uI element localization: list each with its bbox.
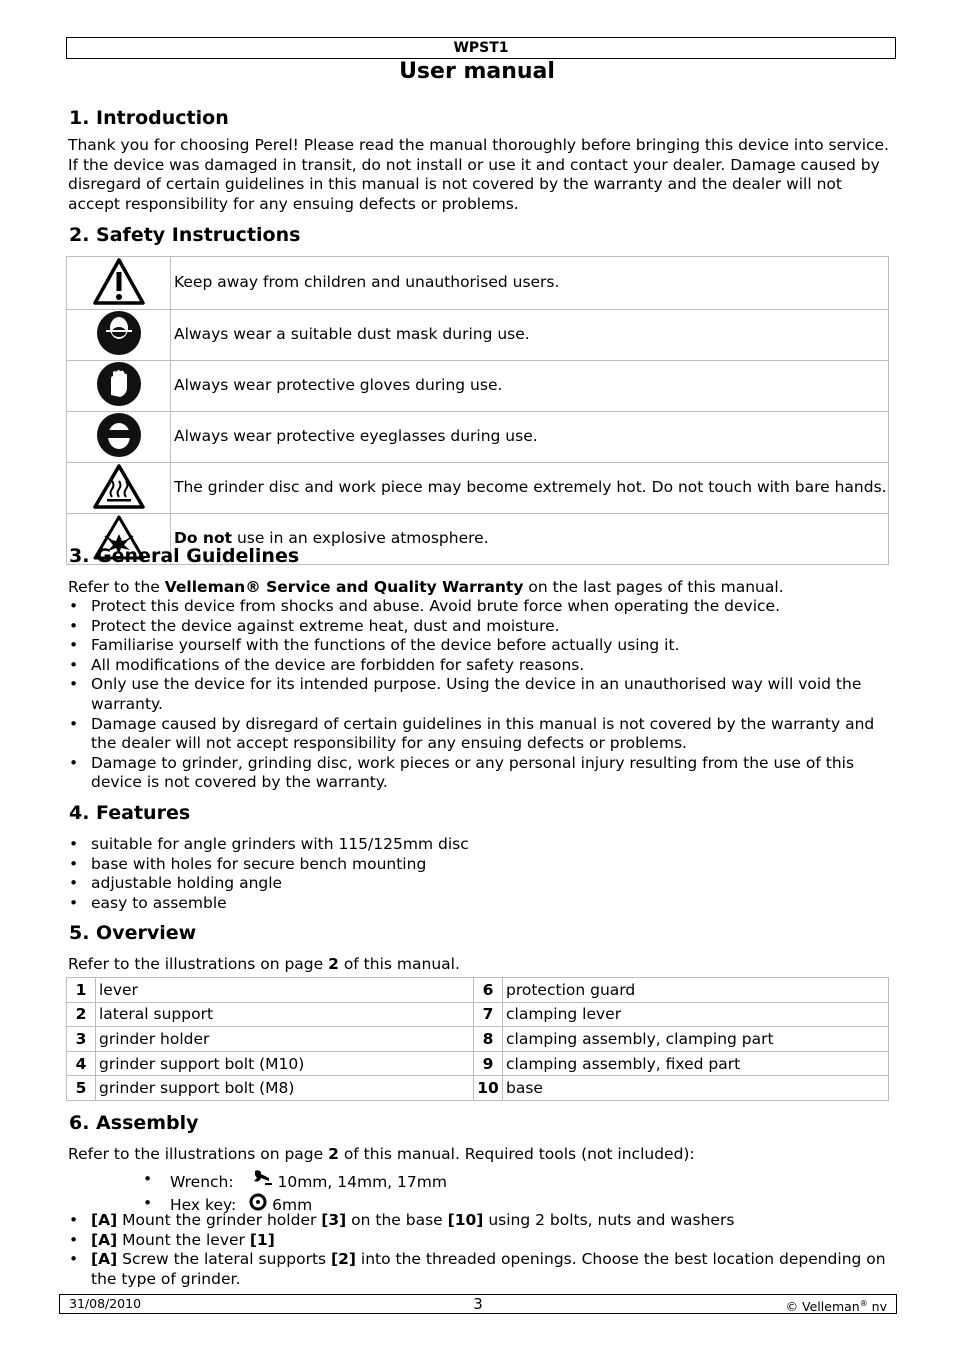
- list-item: • Protect this device from shocks and abuse. Avoid brute force when operating the device.: [68, 597, 890, 617]
- list-item: • Familiarise yourself with the functions of the device before actually using it.: [68, 636, 890, 656]
- step-text: Mount the lever: [117, 1230, 250, 1249]
- model-header: WPST1: [66, 37, 896, 59]
- safety-text: Always wear a suitable dust mask during use.: [171, 310, 889, 361]
- part-ref: [1]: [249, 1230, 275, 1249]
- safety-row: [67, 310, 889, 361]
- list-item: • Protect the device against extreme heat, dust and moisture.: [68, 617, 890, 637]
- list-item: • easy to assemble: [68, 894, 890, 914]
- guidelines-intro-pre: Refer to the: [68, 578, 165, 596]
- page-number: 3: [473, 1295, 483, 1313]
- step-text: using 2 bolts, nuts and washers: [483, 1211, 735, 1229]
- dust-mask-icon: [67, 310, 171, 361]
- tool-item: • Wrench: 10mm, 14mm, 17mm: [143, 1170, 447, 1191]
- part-number: 2: [67, 1002, 96, 1027]
- tool-value: 6mm: [272, 1196, 313, 1214]
- part-number: 4: [67, 1051, 96, 1076]
- step-text: into the threaded openings. Choose the best location depending on the type of grinder.: [91, 1250, 886, 1288]
- registered-mark: ®: [859, 1299, 868, 1308]
- step-ref: [A]: [91, 1211, 118, 1229]
- step-text: on the base: [346, 1211, 448, 1229]
- part-name: base: [503, 1076, 889, 1101]
- safety-row: [67, 361, 889, 412]
- overview-intro: [68, 955, 890, 975]
- page-title: User manual: [399, 59, 555, 84]
- part-name: protection guard: [503, 978, 889, 1003]
- part-number: 9: [474, 1051, 503, 1076]
- safety-row: [67, 412, 889, 463]
- tool-label: Hex key:: [170, 1196, 237, 1214]
- features-heading: 4. Features: [69, 802, 191, 824]
- part-name: lever: [96, 978, 474, 1003]
- part-number: 1: [67, 978, 96, 1003]
- copyright-suffix: nv: [867, 1299, 887, 1315]
- part-number: 7: [474, 1002, 503, 1027]
- part-ref: [2]: [331, 1250, 356, 1269]
- safety-text: Always wear protective gloves during use.: [171, 361, 889, 412]
- part-name: clamping assembly, clamping part: [503, 1027, 889, 1052]
- part-number: 5: [67, 1076, 96, 1101]
- part-name: grinder support bolt (M10): [96, 1051, 474, 1076]
- page-ref: 2: [328, 1145, 339, 1163]
- table-row: [67, 1027, 889, 1052]
- table-row: [67, 1002, 889, 1027]
- protective-eyeglasses-icon: [67, 412, 171, 463]
- part-number: 3: [67, 1027, 96, 1052]
- part-number: 8: [474, 1027, 503, 1052]
- part-name: clamping assembly, fixed part: [503, 1051, 889, 1076]
- part-name: lateral support: [96, 1002, 474, 1027]
- overview-intro-post: of this manual.: [338, 955, 460, 973]
- guidelines-heading: 3. General Guidelines: [69, 545, 300, 567]
- page-ref: 2: [328, 955, 339, 973]
- table-row: [67, 1051, 889, 1076]
- step-item: [68, 1211, 890, 1231]
- assembly-intro-post: of this manual. Required tools (not included):: [338, 1145, 695, 1163]
- list-item: • All modifications of the device are forbidden for safety reasons.: [68, 656, 890, 676]
- list-item: • Only use the device for its intended purpose. Using the device in an unauthorised way will void the warranty.: [68, 675, 890, 714]
- page-footer: [59, 1294, 897, 1314]
- assembly-heading: 6. Assembly: [69, 1112, 199, 1134]
- assembly-intro: [68, 1145, 890, 1165]
- step-item: [68, 1250, 890, 1289]
- step-text: Mount the grinder holder: [117, 1211, 322, 1229]
- assembly-steps: [68, 1211, 890, 1289]
- footer-copyright: [786, 1295, 887, 1316]
- safety-heading: 2. Safety Instructions: [69, 224, 301, 246]
- part-name: clamping lever: [503, 1002, 889, 1027]
- warning-triangle-icon: [67, 257, 171, 310]
- step-ref: [A]: [91, 1250, 118, 1269]
- part-number: 10: [474, 1076, 503, 1101]
- part-name: grinder support bolt (M8): [96, 1076, 474, 1101]
- list-item: • Damage caused by disregard of certain guidelines in this manual is not covered by the warranty and the dealer will not accept responsibility for any ensuing defects or problems.: [68, 715, 890, 754]
- guidelines-intro: [68, 578, 890, 598]
- safety-text: The grinder disc and work piece may become extremely hot. Do not touch with bare hands.: [171, 463, 889, 514]
- list-item: • adjustable holding angle: [68, 874, 890, 894]
- tool-item: • Hex key: 6mm: [143, 1194, 313, 1214]
- step-ref: [A]: [91, 1230, 118, 1249]
- intro-heading: 1. Introduction: [69, 107, 229, 129]
- safety-text: Always wear protective eyeglasses during use.: [171, 412, 889, 463]
- safety-text: Keep away from children and unauthorised users.: [171, 257, 889, 310]
- table-row: [67, 1076, 889, 1101]
- list-item: • base with holes for secure bench mounting: [68, 855, 890, 875]
- part-name: grinder holder: [96, 1027, 474, 1052]
- protective-gloves-icon: [67, 361, 171, 412]
- footer-date: 31/08/2010: [69, 1296, 142, 1311]
- step-text: Screw the lateral supports: [117, 1250, 332, 1269]
- wrench-icon: [251, 1169, 273, 1187]
- overview-table: [66, 977, 889, 1101]
- hot-surface-icon: [67, 463, 171, 514]
- guidelines-intro-post: on the last pages of this manual.: [523, 578, 784, 596]
- safety-emphasis: Do not: [174, 529, 233, 548]
- hex-key-icon: [249, 1193, 267, 1211]
- tool-label: Wrench:: [170, 1173, 234, 1191]
- intro-text: Thank you for choosing Perel! Please read the manual thoroughly before bringing this device into service. If the device was damaged in transit, do not install or use it and contact your dealer. Damage caused by disregard of certain guidelines in this manual is not covered by the warranty and the dealer will not accept responsibility for any ensuing defects or problems.: [68, 136, 889, 213]
- list-item: • suitable for angle grinders with 115/125mm disc: [68, 835, 890, 855]
- part-ref: [3]: [321, 1211, 347, 1229]
- safety-row: [67, 463, 889, 514]
- part-number: 6: [474, 978, 503, 1003]
- tool-value: 10mm, 14mm, 17mm: [277, 1173, 447, 1191]
- features-list: [68, 835, 890, 913]
- copyright-text: © Velleman: [785, 1299, 860, 1315]
- safety-text-rest: use in an explosive atmosphere.: [232, 529, 489, 548]
- list-item: • Damage to grinder, grinding disc, work pieces or any personal injury resulting from the use of this device is not covered by the warranty.: [68, 754, 890, 793]
- assembly-intro-pre: Refer to the illustrations on page: [68, 1145, 329, 1163]
- overview-intro-pre: Refer to the illustrations on page: [68, 955, 329, 973]
- safety-row: [67, 257, 889, 310]
- safety-table: [66, 256, 889, 565]
- step-item: [68, 1231, 890, 1251]
- overview-heading: 5. Overview: [69, 922, 197, 944]
- part-ref: [10]: [447, 1211, 484, 1229]
- tools-list: [142, 1169, 447, 1216]
- warranty-name: Velleman® Service and Quality Warranty: [164, 578, 524, 596]
- table-row: [67, 978, 889, 1003]
- guidelines-list: [68, 597, 890, 793]
